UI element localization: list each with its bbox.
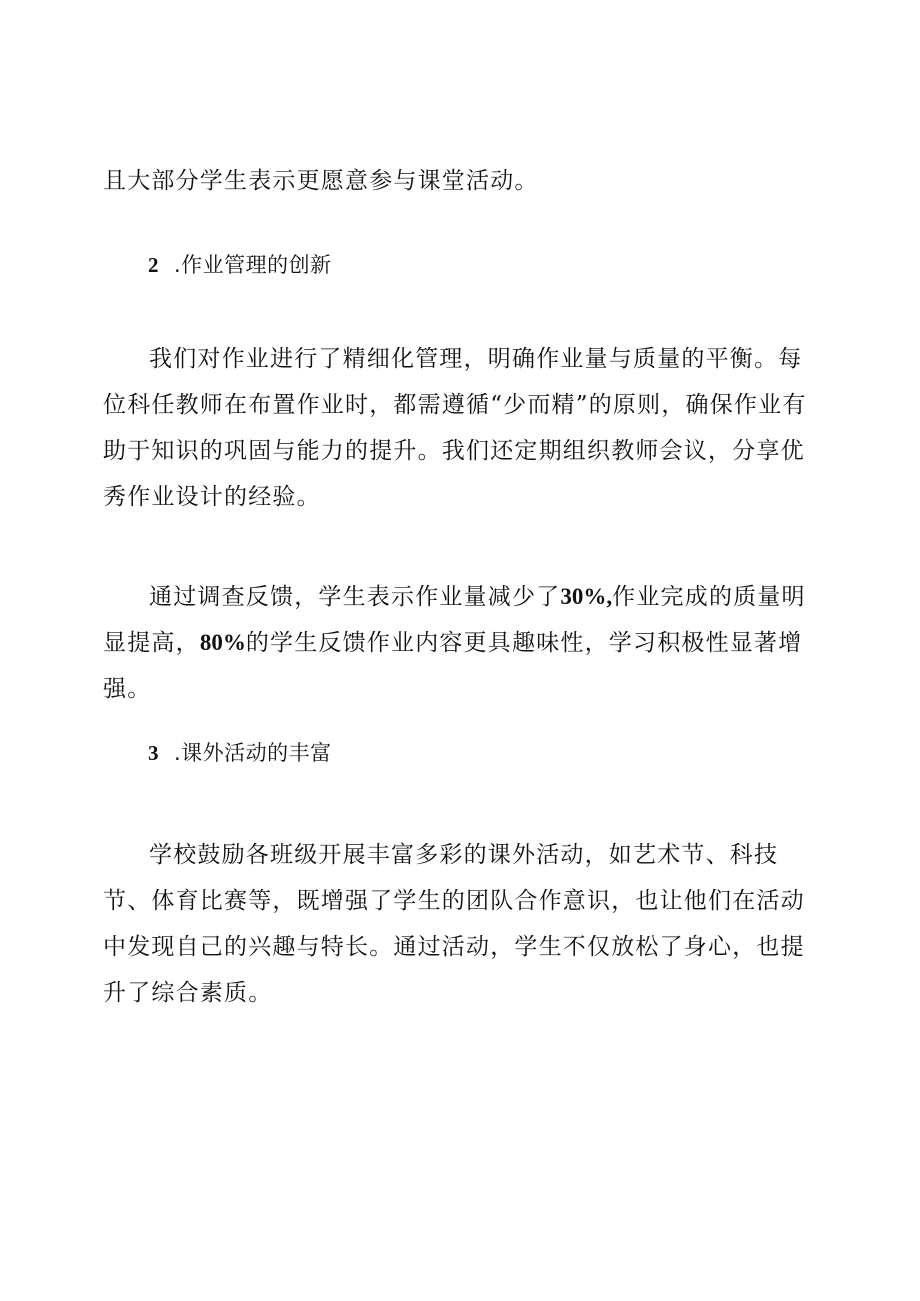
interest-feedback-stat: 80% [199, 630, 246, 655]
section-2-paragraph-1: 我们对作业进行了精细化管理，明确作业量与质量的平衡。每位科任教师在布置作业时，都需遵循“少而精”的原则，确保作业有助于知识的巩固与能力的提升。我们还定期组织教师会议，分享优秀作业设计的经验。 [103, 346, 807, 510]
section-2-paragraph-2 [103, 574, 823, 712]
section-2-paragraph-2-text-c: 的学生反馈作业内容更具趣味性，学习积极性显著增强。 [103, 630, 803, 702]
section-2-number: 2 [148, 253, 159, 277]
section-2-paragraph-2-text-b: 作业完成的质量明显提高， [103, 584, 806, 656]
section-3-title: .课外活动的丰富 [174, 741, 332, 765]
section-2-heading [148, 250, 332, 280]
homework-reduction-stat: 30%, [560, 584, 613, 609]
section-3-paragraph-1: 学校鼓励各班级开展丰富多彩的课外活动，如艺术节、科技节、体育比赛等，既增强了学生的团队合作意识，也让他们在活动中发现自己的兴趣与特长。通过活动，学生不仅放松了身心，也提升了综合素质。 [103, 842, 805, 1006]
section-2-title: .作业管理的创新 [174, 253, 332, 277]
section-3-heading [148, 738, 332, 768]
section-2-paragraph-2-text-a: 通过调查反馈，学生表示作业量减少了 [149, 584, 561, 610]
continuation-paragraph: 且大部分学生表示更愿意参与课堂活动。 [103, 168, 539, 194]
section-3-number: 3 [148, 741, 159, 765]
